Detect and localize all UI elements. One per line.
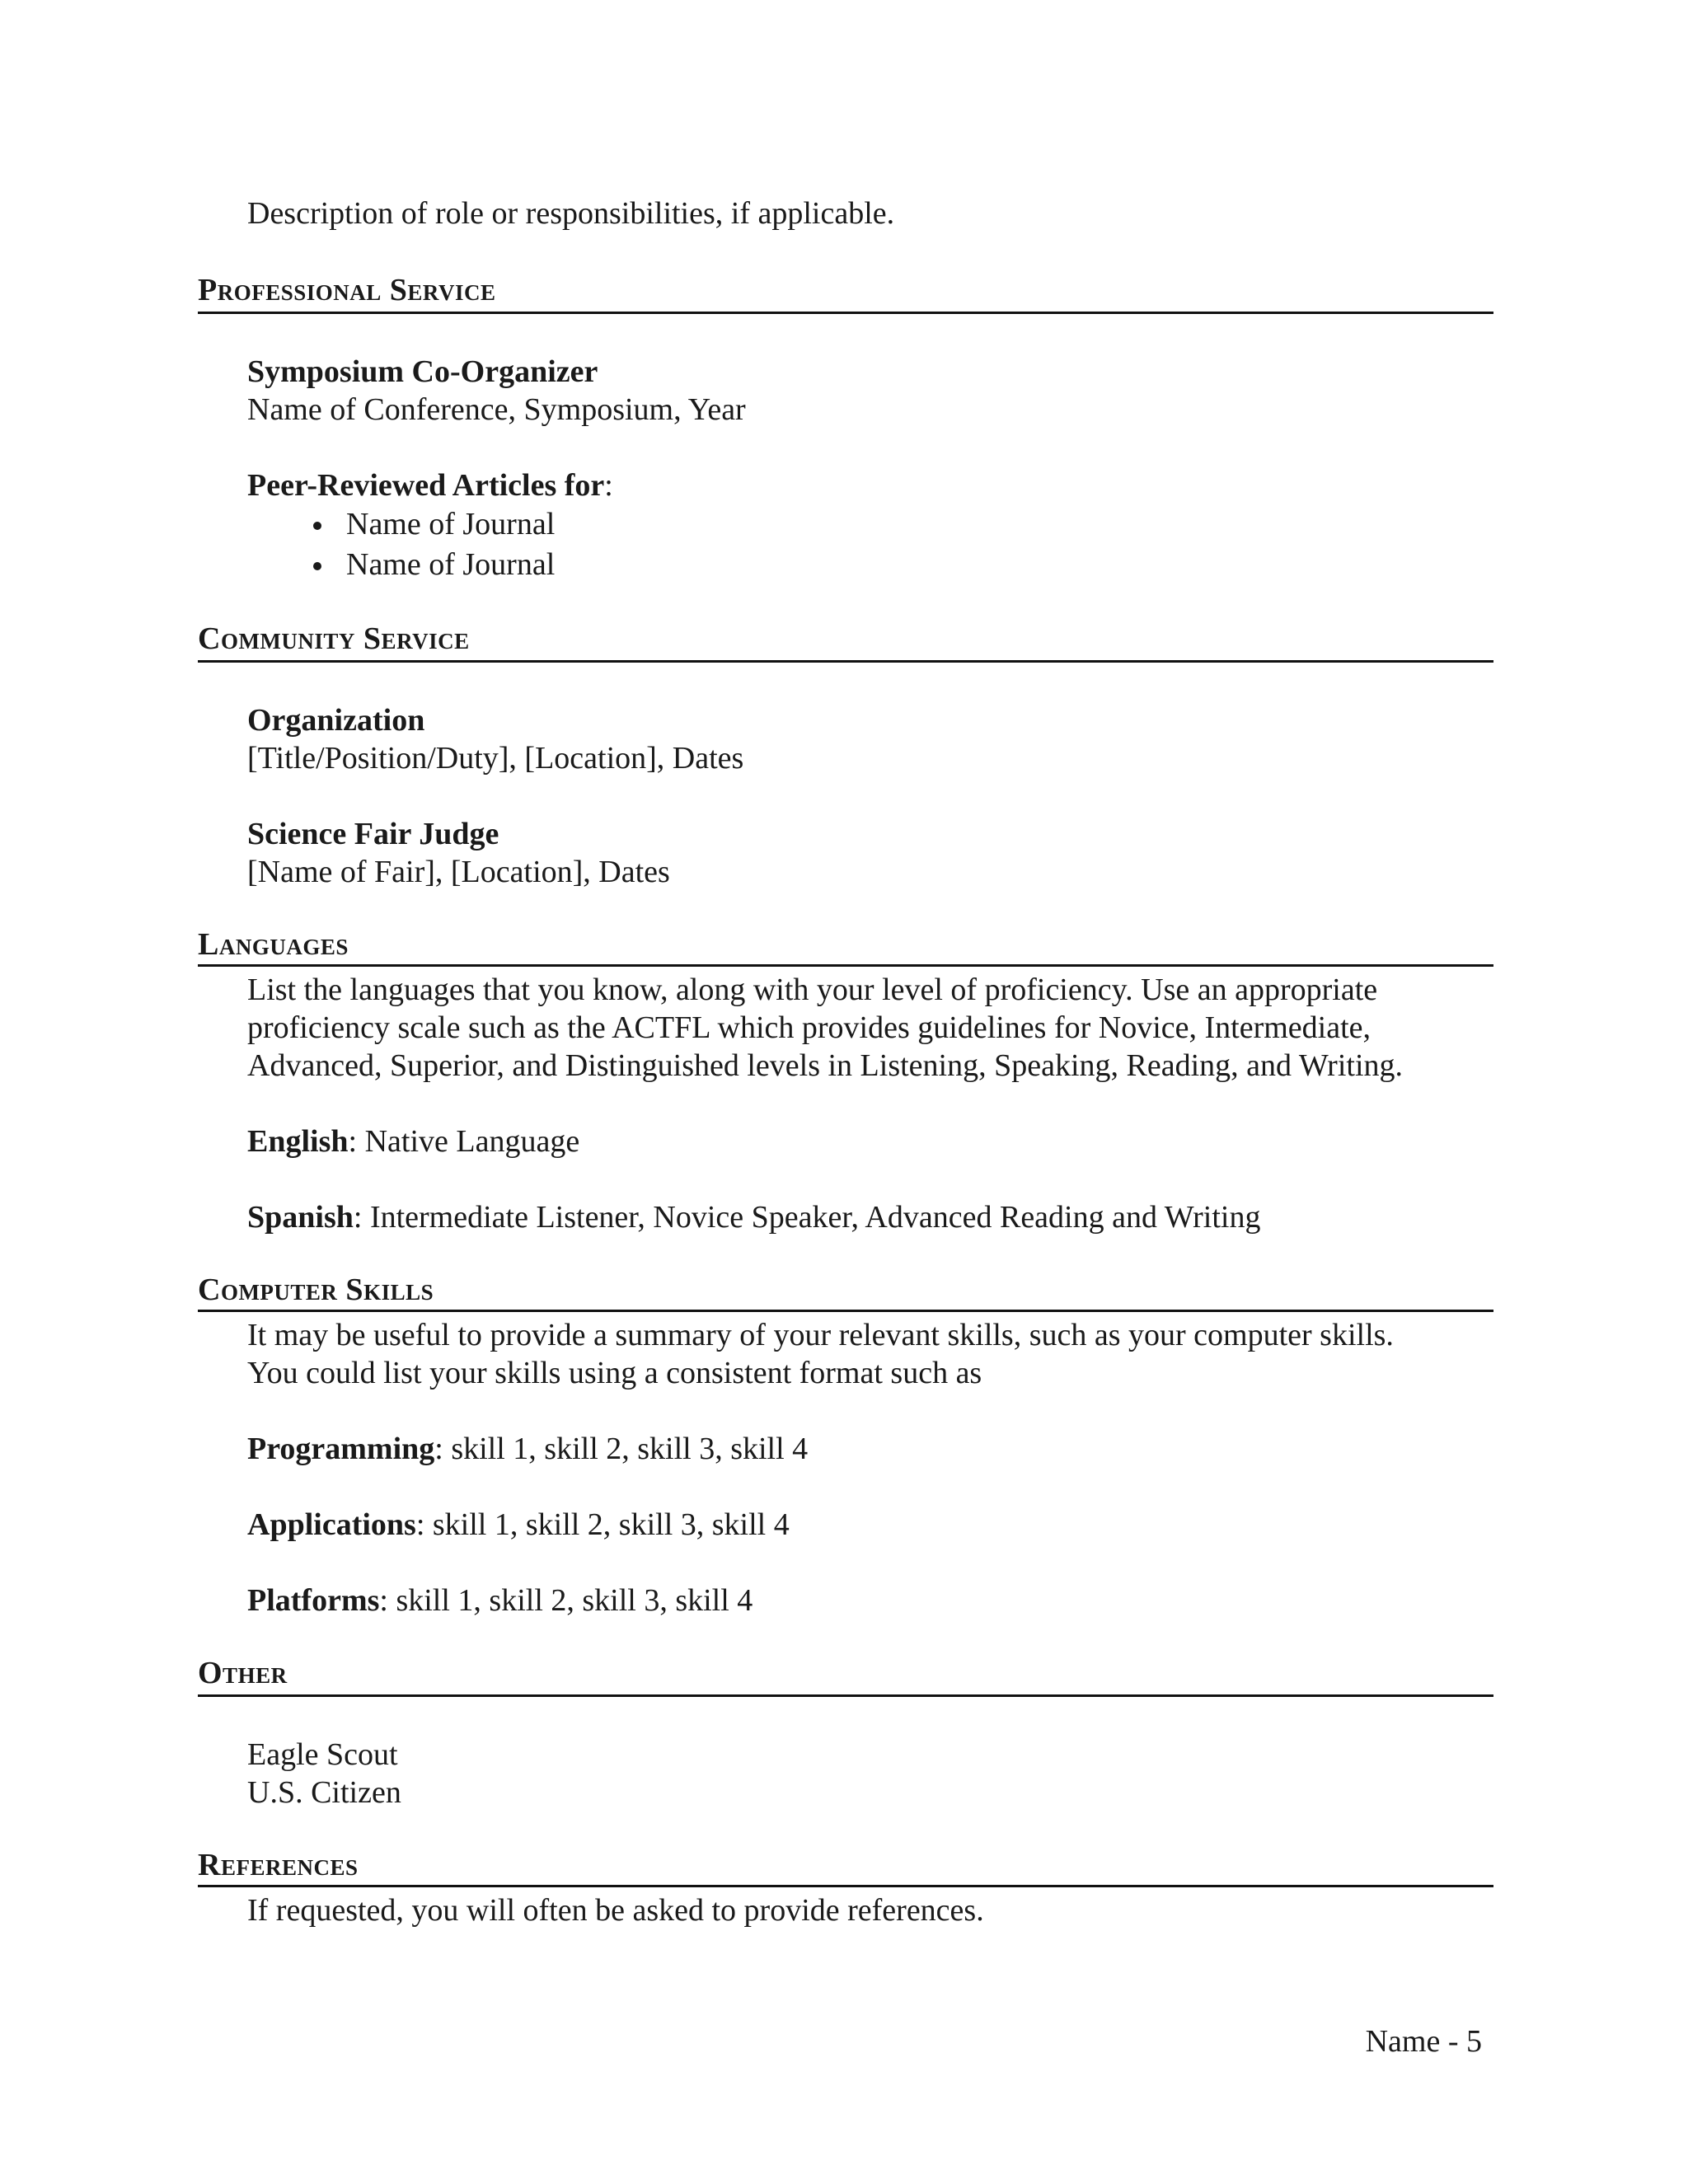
section-divider xyxy=(198,1694,1493,1697)
language-entry xyxy=(247,1198,1260,1236)
section-heading-languages xyxy=(198,926,1493,963)
section-divider xyxy=(198,660,1493,663)
skill-category: Programming xyxy=(247,1432,435,1466)
section-divider xyxy=(198,1310,1493,1312)
service-detail: Name of Conference, Symposium, Year xyxy=(247,392,746,427)
section-title: Community Service xyxy=(198,621,470,656)
section-heading-other xyxy=(198,1655,1493,1691)
list-item xyxy=(247,504,555,545)
references-text: If requested, you will often be asked to provide references. xyxy=(247,1893,984,1928)
languages-description-line: proficiency scale such as the ACTFL which provides guidelines for Novice, Intermediate, xyxy=(247,1010,1372,1045)
other-item: Eagle Scout xyxy=(247,1737,398,1772)
skill-entry xyxy=(247,1582,753,1619)
section-heading-computer-skills xyxy=(198,1272,1493,1308)
section-heading-references xyxy=(198,1847,1493,1883)
languages-description-line: Advanced, Superior, and Distinguished levels in Listening, Speaking, Reading, and Writing. xyxy=(247,1048,1404,1083)
skill-values: : skill 1, skill 2, skill 3, skill 4 xyxy=(415,1507,790,1542)
skill-values: : skill 1, skill 2, skill 3, skill 4 xyxy=(379,1583,753,1618)
skills-description-line: You could list your skills using a consistent format such as xyxy=(247,1356,982,1390)
language-name: English xyxy=(247,1124,349,1159)
section-title: References xyxy=(198,1848,359,1882)
language-level: : Intermediate Listener, Novice Speaker, Advanced Reading and Writing xyxy=(353,1200,1261,1235)
section-divider xyxy=(198,1885,1493,1887)
section-heading-professional-service xyxy=(198,272,1493,308)
skill-values: : skill 1, skill 2, skill 3, skill 4 xyxy=(434,1432,809,1466)
languages-description-line: List the languages that you know, along with your level of proficiency. Use an appropriate xyxy=(247,972,1378,1007)
journal-name: Name of Journal xyxy=(346,507,556,541)
reviewer-label: Peer-Reviewed Articles for xyxy=(247,468,605,503)
language-level: : Native Language xyxy=(348,1124,580,1159)
section-title: Other xyxy=(198,1656,288,1690)
section-divider xyxy=(198,964,1493,967)
journal-list xyxy=(247,504,555,585)
language-name: Spanish xyxy=(247,1200,354,1235)
community-title: Science Fair Judge xyxy=(247,817,499,851)
language-entry xyxy=(247,1122,579,1160)
skills-description-line: It may be useful to provide a summary of your relevant skills, such as your computer skills. xyxy=(247,1318,1394,1352)
community-detail: [Name of Fair], [Location], Dates xyxy=(247,855,670,889)
role-description: Description of role or responsibilities, if applicable. xyxy=(247,196,895,231)
journal-name: Name of Journal xyxy=(346,547,556,582)
skill-entry xyxy=(247,1430,808,1468)
reviewer-label-line xyxy=(247,466,613,504)
community-detail: [Title/Position/Duty], [Location], Dates xyxy=(247,741,744,776)
section-heading-community-service xyxy=(198,621,1493,657)
section-title: Computer Skills xyxy=(198,1272,434,1307)
service-title: Symposium Co-Organizer xyxy=(247,354,598,389)
skill-entry xyxy=(247,1506,790,1544)
page-number-footer: Name - 5 xyxy=(1365,2024,1482,2059)
section-title: Languages xyxy=(198,927,349,962)
bullet-icon xyxy=(313,522,321,530)
other-item: U.S. Citizen xyxy=(247,1775,401,1810)
skill-category: Platforms xyxy=(247,1583,380,1618)
section-title: Professional Service xyxy=(198,273,496,307)
reviewer-colon: : xyxy=(604,468,613,503)
section-divider xyxy=(198,312,1493,314)
skill-category: Applications xyxy=(247,1507,416,1542)
list-item xyxy=(247,545,555,585)
community-title: Organization xyxy=(247,703,425,738)
bullet-icon xyxy=(313,562,321,570)
